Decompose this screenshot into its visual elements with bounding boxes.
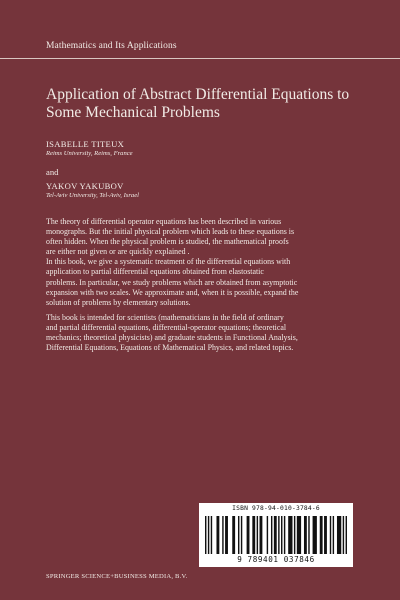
paragraph-line: monographs. But the initial physical problem which leads to these equations is [46,227,295,237]
paragraph-line: problems. In particular, we study problems which are obtained from asymptotic [46,277,298,287]
barcode-bar [343,516,344,554]
publisher-name: SPRINGER SCIENCE+BUSINESS MEDIA, B.V. [46,573,188,580]
barcode-panel [199,503,353,567]
barcode-bar [294,516,295,554]
barcode-bar [208,516,209,554]
barcode-bar [252,516,255,554]
paragraph-line: In this book, we give a systematic treatment of the differential equations with [46,257,291,267]
barcode-bar [260,516,263,554]
barcode-bar [257,516,258,554]
author-affiliation-2: Tel-Aviv University, Tel-Aviv, Israel [46,192,139,199]
barcode-bar [333,516,334,554]
barcode-bar [238,516,239,554]
description-paragraph-1 [46,217,356,308]
barcode-bar [313,516,317,554]
description-paragraph-2 [46,313,356,353]
paragraph-line: are either not given or are quickly explained . [46,247,190,257]
paragraph-line: The theory of differential operator equations has been described in various [46,217,282,226]
paragraph-line: Differential Equations, Equations of Mathematical Physics, and related topics. [46,343,294,353]
barcode-bar [232,516,235,554]
barcode-bar [284,516,285,554]
barcode-bar [271,516,272,554]
barcode-bar [247,516,250,554]
barcode-bar [216,516,219,554]
and-connector: and [46,167,59,177]
barcode-bar [324,516,327,554]
paragraph-line: expansion with two scales. We approximate and, when it is possible, expand the [46,287,299,297]
title-line-2: Some Mechanical Problems [46,104,220,121]
author-name-2: YAKOV YAKUBOV [46,181,124,191]
barcode-bar [211,516,212,554]
header-rule [0,58,400,59]
barcode-bar [288,516,292,554]
barcode-bar [308,516,309,554]
author-name-1: ISABELLE TITEUX [46,139,125,149]
paragraph-line: This book is intended for scientists (mathematicians in the field of ordinary [46,313,284,322]
barcode-bar [267,516,268,554]
isbn-label: ISBN 978-94-010-3784-6 [232,505,320,512]
barcode-bar [241,516,242,554]
barcode-bar [225,516,228,554]
barcode-bar [337,516,341,554]
author-affiliation-1: Reims University, Reims, France [46,150,133,157]
barcode-bar [281,516,282,554]
barcode-bar [222,516,223,554]
barcode-bar [320,516,323,554]
book-title [46,86,366,122]
barcode-image [205,516,347,554]
paragraph-line: mechanics; theoretical physicists) and graduate students in Functional Analysis, [46,333,298,343]
paragraph-line: and partial differential equations, differential-operator equations; theoretical [46,323,287,333]
barcode-bar [330,516,331,554]
barcode-bar [297,516,301,554]
barcode-bar [274,516,277,554]
barcode-bar [304,516,307,554]
paragraph-line: often hidden. When the physical problem is studied, the mathematical proofs [46,237,289,247]
barcode-bar [346,516,347,554]
title-line-1: Application of Abstract Differential Equations to [46,86,350,103]
series-name: Mathematics and Its Applications [46,41,177,51]
barcode-digits: 9 789401 037846 [237,555,315,564]
paragraph-line: application to partial differential equations obtained from elastostatic [46,267,264,277]
paragraph-line: solution of problems by elementary solutions. [46,297,191,307]
barcode-bar [278,516,279,554]
barcode-bar [205,516,206,554]
